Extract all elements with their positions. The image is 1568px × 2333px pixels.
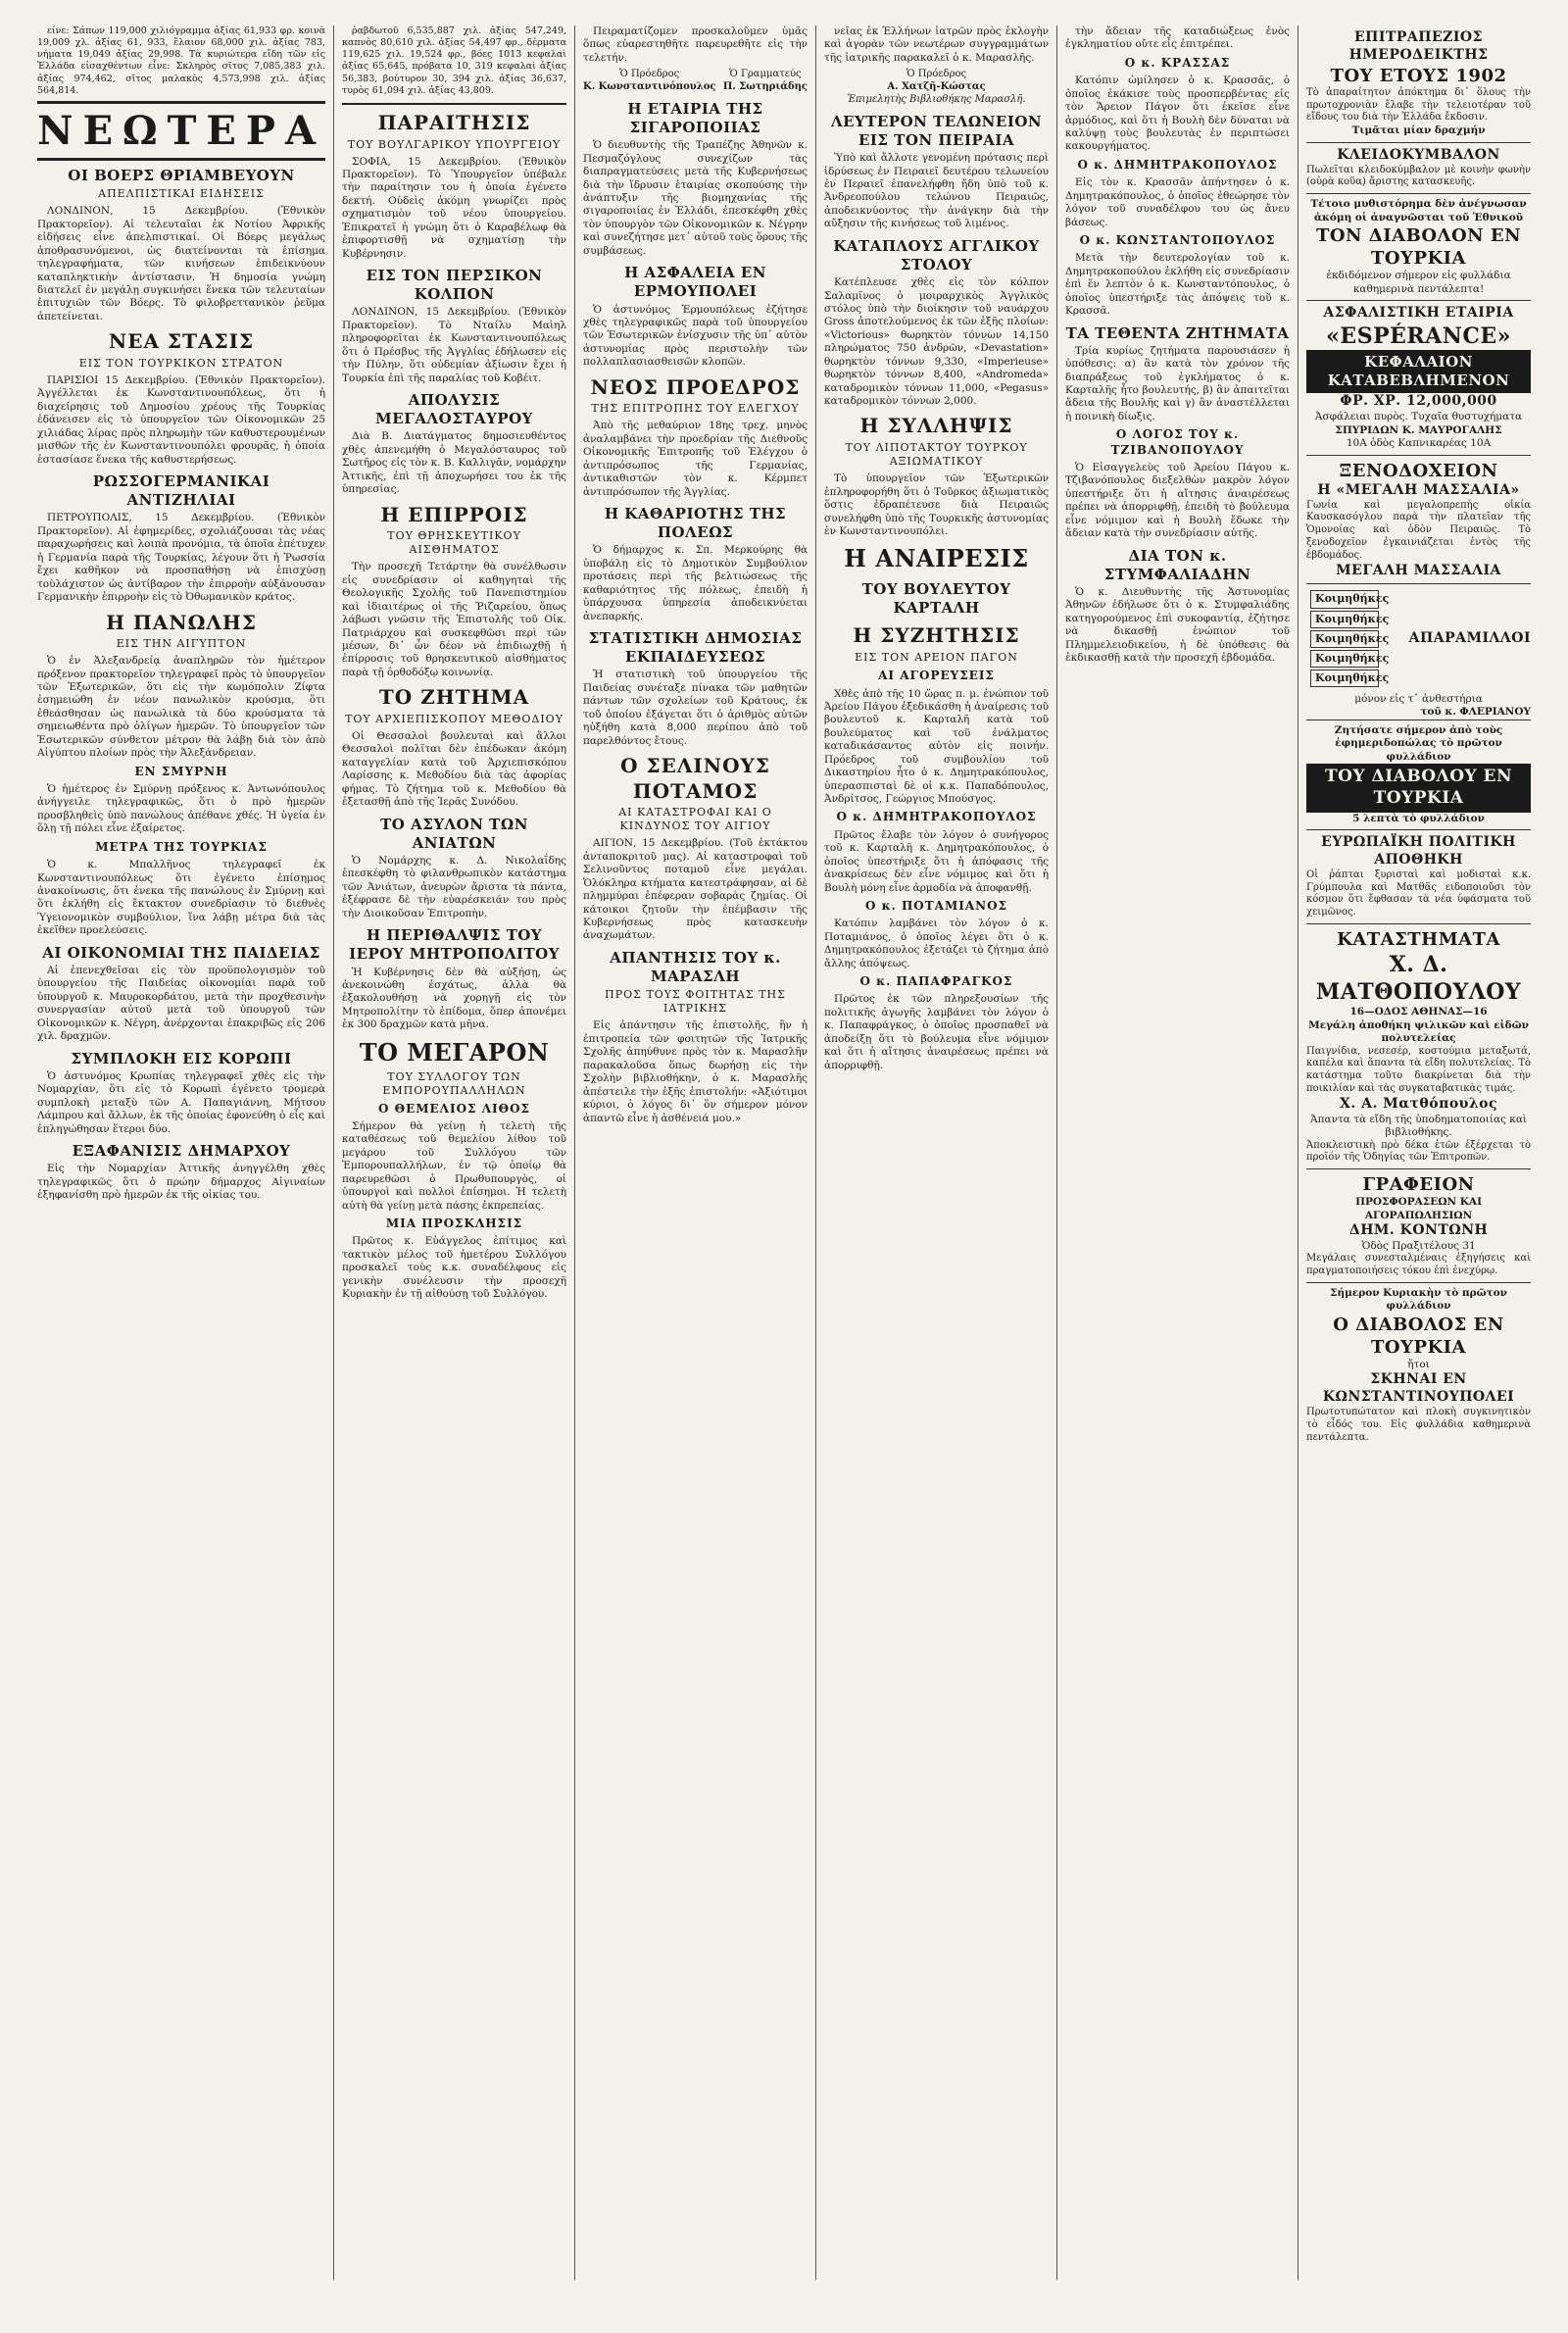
subhead-river: ΑΙ ΚΑΤΑΣΤΡΟΦΑΙ ΚΑΙ Ο ΚΙΝΔΥΝΟΣ ΤΟΥ ΑΙΓΙΟΥ — [618, 806, 772, 833]
article-persia: ΛΟΝΔΙΝΟΝ, 15 Δεκεμβρίου. (Ἐθνικὸν Πρακτορεῖον). Τὸ Νταίλυ Μαὶηλ πληροφορεῖται ἐκ Κωνσταντινουπόλεως ὅτι ὁ Πρέσβυς τῆς Ἀγγλίας ἐδήλωσεν εἰς τὴν Πύλην, ὅτι οὐδεμίαν ἀξίωσιν ἔχει ἡ Τουρκία ἐπὶ τῆς παραλίας τοῦ Κοβέιτ. — [342, 306, 567, 384]
headline-panolis: Η ΠΑΝΩΛΗΣ — [106, 610, 257, 634]
ad-europe-text: Οἱ ῥάπται ξυρισταὶ καὶ μοδισταὶ κ.κ. Γρύμπουλα καὶ Ματθᾶς ειδοποιοῦσι τὸν κόσμον ὅτι ἔφθασαν τὰ νέα ὑφάσματα τοῦ χειμῶνος. — [1306, 869, 1532, 918]
headline-cig: Η ΕΤΑΙΡΙΑ ΤΗΣ ΣΙΓΑΡΟΠΟΙΙΑΣ — [627, 99, 763, 137]
ad-esperance-agent: ΣΠΥΡΙΔΩΝ Κ. ΜΑΥΡΟΓΑΛΗΣ — [1335, 423, 1502, 436]
subhead-boers: ΑΠΕΛΠΙΣΤΙΚΑΙ ΕΙΔΗΣΕΙΣ — [98, 187, 265, 201]
article-krassas: Κατόπιν ὡμίλησεν ὁ κ. Κρασσᾶς, ὁ ὁποῖος ἐκάκισε τοὺς προσπερβέντας εἰς τὸν Ἄρειον Πάγον ὅτι ἐκεῖσε εἶνε ἀρμόδιος, καὶ ὅτι ἡ Βουλὴ δὲν δύναται νὰ καλύψῃ τοὺς βουλευτὰς ἐν περιπτώσει κακουργήματος. — [1065, 74, 1291, 153]
ad-esperance-cap: ΚΕΦΑΛΑΙΟΝ ΚΑΤΑΒΕΒΛΗΜΕΝΟΝ — [1306, 350, 1531, 393]
ad-office-title: ΓΡΑΦΕΙΟΝ — [1362, 1174, 1475, 1196]
ad-piano — [1306, 142, 1531, 194]
headline-students: ΑΠΑΝΤΗΣΙΣ ΤΟΥ κ. ΜΑΡΑΣΛΗ — [610, 948, 781, 986]
ad-final-title2: ΣΚΗΝΑΙ ΕΝ ΚΩΝΣΤΑΝΤΙΝΟΥΠΟΛΕΙ — [1322, 1371, 1515, 1406]
ad-office-name: ΔΗΜ. ΚΟΝΤΩΝΗ — [1348, 1222, 1489, 1239]
headline-asylum: ΤΟ ΑΣΥΛΟΝ ΤΩΝ ΑΝΙΑΤΩΝ — [380, 815, 528, 852]
headline-german: ΡΩΣΣΟΓΕΡΜΑΝΙΚΑΙ ΑΝΤΙΖΗΛΙΑΙ — [92, 472, 270, 510]
sig-right-name: Π. Σωτηριάδης — [722, 81, 808, 93]
article-panolis: Ὁ ἐν Ἀλεξανδρείᾳ ἀναπληρῶν τὸν ἡμέτερον πρόξενον πρακτορεῖον τηλεγραφεῖ πρὸς τὸ ὑπουργεῖον τῶν Ἐξωτερικῶν, ὅτι εἰς τὴν κωμόπολιν Ζίφτα ἐσημειώθη ἐν νέον πανωλικὸν κρούσμα, ὅτι ἐθεάσθησαν ὡς πανωλικὰ τὰ δύο κρούσματα τὰ σημειωθέντα πρὸ ὀλίγων ἡμερῶν. Τὸ ὑπουργεῖον τῶν Ἐσωτερικῶν σύνθετον μέτρον θὰ λάβῃ διὰ τὸν ἀπὸ Αἰγύπτου πλοίων πρὸς τὴν Ἀλεξάνδρειαν. — [37, 655, 326, 760]
ad-diavolos-line: Τέτοιο μυθιστόρημα δὲν ἀνέγνωσαν ἀκόμη οἱ ἀναγνῶσται τοῦ Ἐθνικοῦ — [1310, 198, 1527, 223]
ad-diavolos-title: ΤΟΝ ΔΙΑΒΟΛΟΝ ΕΝ ΤΟΥΡΚΙΑ — [1315, 225, 1522, 270]
headline-relig: Η ΕΠΙΡΡΟΙΣ — [380, 502, 528, 526]
article-metropolis: Ἡ Κυβέρνησις δὲν θὰ αὐξήσῃ, ὡς ἀνεκοινώθη ἐσχάτως, ἀλλὰ θὰ ἐξακολουθήσῃ νὰ χορηγῇ εἰς τὸν Μητροπολίτην τὸ ἐπίδομα, ὅπερ ἀπονέμει ἐκ 300 δραχμῶν κατὰ μῆνα. — [342, 966, 567, 1031]
ad-shop-sig: Χ. Α. Ματθόπουλος — [1339, 1095, 1498, 1112]
article-turkey: Ὁ κ. Μπαλλῆνος τηλεγραφεῖ ἐκ Κωνσταντινουπόλεως ὅτι ἐγένετο ἐπίσημος ἀνακοίνωσις, ὅτι ἐνεκα τῆς πανώλους ἐν Σμύρνῃ καὶ ὅτι ἐκλήθη εἰς ἔκτακτον συνεδρίασιν τὸ διεθνὲς Ὑγειονομικὸν συμβούλιον, ἵνα λάβῃ μέτρα διὰ τὰς ἐκεῖθεν προελεύσεις. — [37, 859, 326, 937]
column-4 — [816, 25, 1057, 2280]
label-papafrag: Ο κ. ΠΑΠΑΦΡΑΓΚΟΣ — [859, 974, 1013, 989]
article-dimitrako: Πρῶτος ἔλαβε τὸν λόγον ὁ συνήγορος τοῦ κ. Καρταλῆ κ. Δημητρακόπουλος, ὁ ὁποῖος ὑπεστήριξε ὅτι ἡ ἀπόφασις τῆς ἀνακρίσεως δὲν εἶνε νόμιμος καὶ ὅτι ἡ Βουλὴ μόνη εἶνε ἁρμοδία νὰ ἀποφανθῇ. — [824, 828, 1050, 894]
headline-megalo: ΑΠΟΛΥΣΙΣ ΜΕΓΑΛΟΣΤΑΥΡΟΥ — [375, 391, 533, 428]
column-3 — [575, 25, 816, 2280]
headline-stat: ΣΤΑΤΙΣΤΙΚΗ ΔΗΜΟΣΙΑΣ ΕΚΠΑΙΔΕΥΣΕΩΣ — [588, 629, 803, 667]
article-papafrag: Πρῶτος ἐκ τῶν πληρεξουσίων τῆς πολιτικῆς ἀγωγῆς λαμβάνει τὸν λόγον ὁ κ. Παπαφράγκος, ὁ ὁποῖος προσπαθεῖ νὰ ἀποδείξῃ ὅτι τὸ βούλευμα εἶνε νόμιμον καὶ ὅτι ἡ αἴτησις ἀναιρέσεως πρέπει νὰ ἀπορριφθῇ. — [824, 993, 1050, 1071]
ad-shop-note: Ἀποκλειστικὴ πρὸ δέκα ἐτῶν ἐξέρχεται τὸ προϊόν τῆς Ὁδηγίας τῶν Ἐπιτροπῶν. — [1306, 1139, 1532, 1164]
column-2 — [334, 25, 575, 2280]
article-students: Εἰς ἀπάντησιν τῆς ἐπιστολῆς, ἣν ἡ ἐπιτροπεία τῶν φοιτητῶν τῆς Ἰατρικῆς Σχολῆς ἀπηύθυνε πρὸς τὸν κ. Μαρασλῆν παρακαλοῦσα ὅπως δωρήσῃ εἰς τὴν Σχολὴν βιβλιοθήκην, ὁ κ. Μαρασλῆς ἀπέστειλε τὴν ἑξῆς ἐπιστολήν: «Ἀξιότιμοι κύριοι, ὁ λόγος δι᾽ ὃν σήμερον μόνον ἀπαντῶ εἶνε ἡ ἀσθένειά μου.» — [583, 1019, 808, 1124]
article-korope: Ὁ ἀστυνόμος Κρωπίας τηλεγραφεῖ χθὲς εἰς τὴν Νομαρχίαν, ὅτι εἰς τὸ Κορωπὶ ἐγένετο τρομερὰ συμπλοκὴ μεταξὺ τῶν Α. Παπαγιάννη, Μήτσου Λάμπρου καὶ ἄλλων, ἐκ τῆς ὁποίας ἐφονεύθη ὁ εἷς καὶ ἐπληγώθησαν ἕτεροι δύο. — [37, 1069, 326, 1135]
ad-zitite-line: Ζητήσατε σήμερον ἀπὸ τοὺς ἐφημεριδοπώλας τὸ πρῶτον φυλλάδιον — [1334, 723, 1503, 763]
sig-right-role: Ὁ Γραμματεύς — [729, 69, 802, 80]
ad-bedrooms-list — [1306, 588, 1409, 688]
ad-hotel-text: Γωνία καὶ μεγαλοπρεπὴς οἰκία Καυσκασόγλου παρὰ τὴν πλατεῖαν τῆς Ὁμονοίας καὶ ὁδὸν Πειραιῶς. Τὸ ξενοδοχεῖον ἐγκαινιάζεται ἐντὸς τῆς ἑβδομάδος. — [1306, 499, 1532, 561]
article-stat: Ἡ στατιστικὴ τοῦ ὑπουργείου τῆς Παιδείας συνέταξε πίνακα τῶν μαθητῶν πάντων τῶν σχολείων τοῦ Κράτους, ἐκ τοῦ ὁποίου ἐξάγεται ὅτι ὁ ἀριθμὸς αὐτῶν ηὐξήθη κατὰ 8,000 περίπου ἀπὸ τοῦ παρελθόντος ἔτους. — [583, 669, 808, 747]
ad-bedroom-item: Κοιμηθήκες — [1310, 670, 1379, 687]
ad-calendar-year: ΤΟΥ ΕΤΟΥΣ 1902 — [1330, 65, 1507, 86]
ad-esperance-text: Ἀσφάλειαι πυρὸς. Τυχαῖα θυστυχήματα — [1314, 411, 1523, 423]
headline-piraeus: ΛΕΥΤΕΡΟΝ ΤΕΛΩΝΕΙΟΝ ΕΙΣ ΤΟΝ ΠΕΙΡΑΙΑ — [830, 112, 1043, 149]
ad-diavolos-sub: ἐκδιδόμενον σήμερον εἰς φυλλάδια καθημερινὰ πεντάλεπτα! — [1326, 270, 1511, 295]
subhead-megaron: ΤΟΥ ΣΥΛΛΟΓΟΥ ΤΩΝ ΕΜΠΟΡΟΥΠΑΛΛΗΛΩΝ — [382, 1069, 526, 1097]
ad-final-title: Ο ΔΙΑΒΟΛΟΣ ΕΝ ΤΟΥΡΚΙΑ — [1333, 1314, 1504, 1358]
headline-dimarchoi: ΕΞΑΦΑΝΙΣΙΣ ΔΗΜΑΡΧΟΥ — [72, 1141, 291, 1160]
article-clean: Ὁ δήμαρχος κ. Σπ. Μερκούρης θὰ ὑποβάλῃ εἰς τὸ Δημοτικὸν Συμβούλιον προτάσεις περὶ τῆς βελτιώσεως τῆς καθαριότητος τῆς πόλεως, ἐπειδὴ ἡ ὑπάρχουσα ὑπηρεσία ἀποδεικνύεται ἀνεπαρκής. — [583, 544, 808, 622]
article-boers: ΛΟΝΔΙΝΟΝ, 15 Δεκεμβρίου. (Ἐθνικὸν Πρακτορεῖον). Αἱ τελευταῖαι ἐκ Νοτίου Ἀφρικῆς εἰδήσεις εἶνε ἀπελπιστικαί. Οἱ Βόερς μεγάλως ἀποθρασυνόμενοι, ὡς διατείνονται τὰ ἐπίσημα τηλεγραφήματα, τῶν κινήσεων ἐπιδεικνύουν καταπληκτικὴν ἀντίστασιν. Ἡ δημοσία γνώμη διατελεῖ ἐν μεγάλῃ συγκινήσει ἕνεκα τῶν τελευταίων ἐπιτυχιῶν τῶν Βόερς. Τὸ φιλοβρεττανικὸν ῥεῦμα ἀπετείνεται. — [37, 205, 326, 323]
ad-final-sub: ἤτοι — [1407, 1358, 1430, 1370]
subhead-stasis: ΕΙΣ ΤΟΝ ΤΟΥΡΚΙΚΟΝ ΣΤΡΑΤΟΝ — [78, 356, 284, 370]
ad-europe-title: ΕΥΡΩΠΑΪΚΗ ΠΟΛΙΤΙΚΗ ΑΠΟΘΗΚΗ — [1321, 833, 1516, 868]
ad-bedrooms — [1306, 583, 1531, 692]
ad-shop-title: Χ. Δ. ΜΑΤΘΟΠΟΥΛΟΥ — [1315, 952, 1522, 1006]
label-kartalis: ΑΙ ΑΓΟΡΕΥΣΕΙΣ — [878, 669, 995, 683]
headline-paideia: ΑΙ ΟΙΚΟΝΟΜΙΑΙ ΤΗΣ ΠΑΙΔΕΙΑΣ — [42, 943, 320, 962]
sig-col4-role: Ὁ Πρόεδρος — [906, 69, 967, 80]
ad-shop — [1306, 923, 1531, 1168]
ad-bedrooms-sig: τοῦ κ. ΦΛΕΡΙΑΝΟΥ — [1420, 706, 1532, 719]
subhead-zitima: ΤΟΥ ΑΡΧΙΕΠΙΣΚΟΠΟΥ ΜΕΘΟΔΙΟΥ — [345, 712, 564, 725]
headline-boers: ΟΙ ΒΟΕΡΣ ΘΡΙΑΜΒΕΥΟΥΝ — [68, 167, 295, 185]
ad-hotel-title: Η «ΜΕΓΑΛΗ ΜΑΣΣΑΛΙΑ» — [1317, 481, 1520, 498]
subhead-students: ΠΡΟΣ ΤΟΥΣ ΦΟΙΤΗΤΑΣ ΤΗΣ ΙΑΤΡΙΚΗΣ — [605, 988, 786, 1016]
subhead-panolis: ΕΙΣ ΤΗΝ ΑΙΓΥΠΤΟΝ — [116, 637, 247, 651]
subhead-kartalis: ΤΟΥ ΒΟΥΛΕΥΤΟΥ ΚΑΡΤΑΛΗ — [861, 580, 1011, 618]
ad-office-addr: Ὁδὸς Πραξιτέλους 31 — [1361, 1240, 1476, 1253]
ad-zitite — [1306, 720, 1531, 829]
article-megaron: Σήμερον θὰ γείνῃ ἡ τελετὴ τῆς καταθέσεως τοῦ θεμελίου λίθου τοῦ μεγάρου τοῦ Συλλόγου τῶν Ἐμπορουπαλλήλων, ἐν τῷ ὁποίῳ θὰ παρευρεθῶσι ὁ Πρωθυπουργὸς, οἱ ὑπουργοὶ καὶ πολλοὶ ἐπίσημοι. Ἡ τελετὴ αὐτὴ θὰ γείνῃ μετὰ πάσης ἐκπρεπείας. — [342, 1120, 567, 1212]
ad-esperance — [1306, 300, 1531, 455]
ad-final-text: Πρωτοτυπώτατον καὶ πλοκὴ συγκινητικὸν τὸ εἶδός του. Εἰς φυλλάδια καθημερινὰ πεντάλεπτα. — [1306, 1407, 1532, 1443]
headline-stymf: ΔΙΑ ΤΟΝ κ. ΣΤΥΜΦΑΛΙΑΔΗΝ — [1103, 546, 1251, 583]
headline-clean: Η ΚΑΘΑΡΙΟΤΗΣ ΤΗΣ ΠΟΛΕΩΣ — [604, 505, 787, 542]
ad-shop-text: Παιγνίδια, νεσεσέρ, κοστούμια μεταξωτά, καπέλα καὶ ἅπαντα τὰ εἴδη πολυτελείας. Τὸ κατάστημα τοῦτο διακρίνεται διὰ τὴν ποικιλίαν καὶ τὰς συγκαταβατικὰς τιμάς. — [1306, 1045, 1532, 1095]
ad-bedroom-item: Κοιμηθήκες — [1310, 630, 1379, 648]
sig-left-role: Ὁ Πρόεδρος — [619, 69, 680, 80]
newspaper-page — [29, 25, 1539, 2280]
ad-shop-sub: Μεγάλη ἀποθήκη ψιλικῶν καὶ εἰδῶν πολυτελείας — [1308, 1018, 1529, 1045]
article-smyrna: Ὁ ἡμέτερος ἐν Σμύρνῃ πρόξενος κ. Ἀντωνόπουλος ἀνήγγειλε τηλεγραφικῶς, ὅτι ὁ πρὸ ἡμερῶν προσβληθεὶς ὑπὸ πανώλους ἀπέθανε χθές. Ἡ ὑγεία ἐν ὅλῃ τῇ πόλει εἶνε ἐξαίρετος. — [37, 783, 326, 835]
ad-calendar-price: Τιμᾶται μίαν δραχμήν — [1351, 124, 1486, 137]
article-zitima: Οἱ Θεσσαλοὶ βουλευταὶ καὶ ἄλλοι Θεσσαλοὶ πολῖται δὲν ἐπέδωκαν ἀκόμη καταγγελίαν κατὰ τοῦ Ἀρχιεπισκόπου Λαρίσσης κ. Μεθοδίου διὰ τὰς ἀφορίας φήμας. Τὸ ζήτημα τοῦ κ. Μεθοδίου θὰ ἐξετασθῇ ἀπὸ τῆς Ἱερᾶς Συνόδου. — [342, 730, 567, 809]
article-top-col3: Πειραματίζομεν προσκαλοῦμεν ὑμᾶς ὅπως εὐαρεστηθῆτε παρευρεθῆτε εἰς τὴν τελετήν. — [583, 25, 808, 64]
article-piraeus: Ὑπὸ καὶ ἄλλοτε γενομένη πρότασις περὶ ἱδρύσεως ἐν Πειραιεῖ δευτέρου τελωνείου ἐν Περαιεῖ ἐπανελήφθη ἤδη ὑπὸ τοῦ κ. Ἀνδρεοπούλου τελώνου Πειραιῶς, ἀποδεικνύοντος τὴν ἀνάγκην διὰ τὴν αὔξησιν τῆς κινήσεως τοῦ λιμένος. — [824, 152, 1050, 230]
article-relig: Τὴν προσεχῆ Τετάρτην θὰ συνέλθωσιν εἰς συνεδρίασιν οἱ καθηγηταὶ τῆς Θεολογικῆς Σχολῆς τοῦ Πανεπιστημίου καὶ ἰδιαιτέρως οἱ τῆς Ῥιζαρείου, ὅπως λάβωσι γνῶσιν τῆς Ἐπιστολῆς τοῦ Οἰκ. Πατριάρχου καὶ συσκεφθῶσι περὶ τῶν μέσων, δι᾽ ὧν δέον νὰ ἐπιδιωχθῇ ἡ ἐπίρροσις τοῦ θρησκευτικοῦ αἰσθήματος παρὰ τῇ ὀρθοδόξῳ κοινωνίᾳ. — [342, 561, 567, 678]
ad-esperance-amount: ΦΡ. ΧΡ. 12,000,000 — [1340, 393, 1497, 410]
ad-office-text: Μεγάλαις συνεσταλμέναις ἐξηγήσεις καὶ πραγματοποιήσεις τόκου ἐπὶ ἐνεχύρῳ. — [1306, 1253, 1532, 1277]
sig-left-name: Κ. Κωνσταντινόπουλος — [583, 81, 716, 93]
label-dimitrako: Ο κ. ΔΗΜΗΤΡΑΚΟΠΟΥΛΟΣ — [836, 810, 1037, 824]
ad-final — [1306, 1282, 1531, 1449]
subhead-kartalis-3: ΕΙΣ ΤΟΝ ΑΡΕΙΟΝ ΠΑΓΟΝ — [855, 651, 1018, 665]
ad-esperance-label: ΑΣΦΑΛΙΣΤΙΚΗ ΕΤΑΙΡΙΑ — [1323, 304, 1514, 321]
ad-shop-label: ΚΑΤΑΣΤΗΜΑΤΑ — [1337, 928, 1500, 950]
article-cig: Ὁ διευθυντὴς τῆς Τραπέζης Ἀθηνῶν κ. Πεσμαζόγλους συνεχίζων τὰς διαπραγματεύσεις μετὰ τῆς Κυβερνήσεως διὰ τὴν ἵδρυσιν ἑταιρίας σκοπούσης τὴν ἀνάπτυξιν τῆς βιομηχανίας τῆς σιγαροποιίας ἐν Ἑλλάδι, ἐπεσκέφθη χθὲς τὸν ὑπουργὸν τῶν Οἰκονομικῶν κ. Νέγρην καὶ συνεζήτησε μετ᾽ αὐτοῦ τοὺς ὅρους τῆς συμβάσεως. — [583, 139, 808, 257]
ad-hotel — [1306, 455, 1531, 584]
article-german: ΠΕΤΡΟΥΠΟΛΙΣ, 15 Δεκεμβρίου. (Ἐθνικὸν Πρακτορεῖον). Αἱ ἐφημερίδες, σχολιάζουσαι τὰς νέας παραχωρήσεις καὶ λοιπὰ προνόμια, τὰ ὁποῖα ἐπέτυχεν ἡ Γερμανία παρὰ τῆς Τουρκίας, λέγουν ὅτι ἡ Ῥωσσία ἔχει καθῆκον νὰ προσπαθήσῃ νὰ ἐπισχύσῃ τοὺλάχιστον ὡς ἀντίβαρον τὴν ἐπιρροὴν αὐξάνουσαν Γερμανικὴν ἐπιρροὴν εἰς τὸ Ὀθωμανικὸν κράτος. — [37, 512, 326, 604]
ad-piano-title: ΚΛΕΙΔΟΚΥΜΒΑΛΟΝ — [1337, 146, 1500, 163]
article-potamianos: Κατόπιν λαμβάνει τὸν λόγον ὁ κ. Ποταμιάνος, ὁ ὁποῖος λέγει ὅτι ὁ κ. Δημητρακόπουλος ἐξετάζει τὸ ζήτημα ἀπὸ ἄλλης ἀπόψεως. — [824, 918, 1050, 969]
ad-calendar-text: Τὸ ἀπαραίτητον ἀπόκτημα δι᾽ ὅλους τὴν πρωτοχρονιὰν ἔλαβε τὴν τελειοτέραν τοῦ εἴδους του διὰ τὴν Ἑλλάδα ἔκδοσιν. — [1306, 86, 1532, 124]
signature-col4 — [824, 69, 1049, 106]
ad-hotel-label: ΞΕΝΟΔΟΧΕΙΟΝ — [1339, 460, 1498, 481]
subhead-kartalis-2: Η ΣΥΖΗΤΗΣΙΣ — [853, 623, 1020, 648]
headline-persia: ΕΙΣ ΤΟΝ ΠΕΡΣΙΚΟΝ ΚΟΛΠΟΝ — [366, 267, 543, 304]
subhead-arrest: ΤΟΥ ΛΙΠΟΤΑΚΤΟΥ ΤΟΥΡΚΟΥ ΑΞΙΩΜΑΤΙΚΟΥ — [845, 441, 1028, 469]
ad-bedrooms-badge: ΑΠΑΡΑΜΙΛΛΟΙ — [1408, 629, 1532, 646]
article-tel: Τρία κυρίως ζητήματα παρουσιάσεν ἡ ὑπόθεσις: α) ἂν κατὰ τὸν χρόνον τῆς διαπράξεως τοῦ ἐγκλήματος ὁ κ. Καρταλῆς ἦτο βουλευτής, β) ἂν ἀπαιτεῖται ἄδεια τῆς Βουλῆς καὶ γ) ἂν ἀναστέλλεται ἡ ποινικὴ δίωξις. — [1065, 344, 1291, 422]
headline-zitima: ΤΟ ΖΗΤΗΜΑ — [378, 685, 530, 710]
article-resign: ΣΟΦΙΑ, 15 Δεκεμβρίου. (Ἐθνικὸν Πρακτορεῖον). Τὸ Ὑπουργεῖον ὑπέβαλε τὴν παραίτησιν του ἡ ὁποία ἐγένετο δεκτή. Οὐδεὶς ἀκόμη γνωρίζει πρὸς σχηματισμὸν τοῦ νέου ὑπουργείου. Ἐπικρατεῖ ἡ γνώμη ὅτι ὁ Καραβέλωφ θὰ ἐπιφορτισθῇ νὰ σχηματίσῃ τὴν Κυβέρνησιν. — [342, 155, 567, 260]
ad-bedroom-item: Κοιμηθήκες — [1310, 650, 1379, 668]
label-potamianos: Ο κ. ΠΟΤΑΜΙΑΝΟΣ — [864, 899, 1008, 913]
headline-stasis: ΝΕΑ ΣΤΑΣΙΣ — [108, 329, 255, 354]
article-arrest: Τὸ ὑπουργεῖον τῶν Ἐξωτερικῶν ἐπληροφορήθη ὅτι ὁ Τοῦρκος ἀξιωματικὸς ὅστις ἐδραπέτευσε διὰ Πειραιῶς συνελήφθη ὑπὸ τῆς Τουρκικῆς ἀστυνομίας ἐν Κωνσταντινουπόλει. — [824, 472, 1050, 537]
article-dim2: Εἰς τὸν κ. Κρασσᾶν ἀπήντησεν ὁ κ. Δημητρακόπουλος, ὁ ὁποῖος ἐθεώρησε τὸν λόγον τοῦ συναδέλφου του ὡς ἄνευ βάσεως. — [1065, 176, 1291, 228]
subhead-resign: ΤΟΥ ΒΟΥΛΓΑΡΙΚΟΥ ΥΠΟΥΡΓΕΙΟΥ — [347, 137, 562, 151]
headline-korope: ΣΥΜΠΛΟΚΗ ΕΙΣ ΚΟΡΩΠΙ — [71, 1049, 292, 1067]
label-megaron: Ο ΘΕΜΕΛΙΟΣ ΛΙΘΟΣ — [378, 1101, 531, 1116]
label-turkey: ΜΕΤΡΑ ΤΗΣ ΤΟΥΡΚΙΑΣ — [95, 839, 268, 854]
article-stasis: ΠΑΡΙΣΙΟΙ 15 Δεκεμβρίου. (Ἐθνικὸν Πρακτορεῖον). Ἀγγέλλεται ἐκ Κωνσταντινουπόλεως, ὅτι ἡ διαχείρησις τοῦ Δημοσίου χρέους τῆς Τουρκίας ἐδάνεισεν εἰς τὸ ὑπουργεῖον τῶν Οἰκονομικῶν 25 χιλιάδας λίρας πρὸς πληρωμὴν τῶν καθυστερουμένων μισθῶν τῆς ἐν Κωνσταντινουπόλει φρουρᾶς, ἡ ὁποία ἐστασίασε ἕνεκα τῆς καθυστερήσεως. — [37, 374, 326, 466]
article-kartalis: Χθὲς ἀπὸ τῆς 10 ὥρας π. μ. ἐνώπιον τοῦ Ἀρείου Πάγου ἐξεδικάσθη ἡ ἀναίρεσις τοῦ βουλευτοῦ κ. Καρταλῆ κατὰ τοῦ βουλεύματος καὶ τοῦ ἐνάλματος καταδικάσαντος αὐτὸν εἰς ποινήν. Πρόεδρος τοῦ συμβουλίου τοῦ Δικαστηρίου ἦτο ὁ κ. Δημητρακόπουλος, ὑπερασπισταὶ δὲ οἱ κ.κ. Παπαδόπουλος, Ἀνδρίτσος, Γεώργιος Μπούσγος. — [824, 687, 1050, 806]
label-dim2: Ο κ. ΔΗΜΗΤΡΑΚΟΠΟΥΛΟΣ — [1077, 157, 1278, 172]
ad-zitite-price: 5 λεπτὰ τὸ φυλλάδιον — [1352, 812, 1485, 824]
subhead-neos: ΤΗΣ ΕΠΙΤΡΟΠΗΣ ΤΟΥ ΕΛΕΓΧΟΥ — [591, 402, 800, 416]
subhead-relig: ΤΟΥ ΘΡΗΣΚΕΥΤΙΚΟΥ ΑΙΣΘΗΜΑΤΟΣ — [387, 529, 521, 557]
ad-hotel-title2: ΜΕΓΑΛΗ ΜΑΣΣΑΛΙΑ — [1336, 562, 1501, 578]
signatures — [583, 69, 808, 94]
ad-shop-sig-sub: Ἀπαντα τὰ εἴδη τῆς ὑποδηματοποιίας καὶ βιβλιοθήκης. — [1310, 1113, 1528, 1139]
article-invite: Πρῶτος κ. Εὐάγγελος ἐπίτιμος καὶ τακτικὸν μέλος τοῦ ἡμετέρου Συλλόγου προσκαλεῖ τοὺς κ.κ. συναδέλφους εἰς γενικὴν συνέλευσιν τὴν προσεχῆ Κυριακὴν ἐν τῇ αἰθούσῃ τοῦ Συλλόγου. — [342, 1235, 567, 1301]
article-paideia: Αἱ ἐπενεχθεῖσαι εἰς τὸν προϋπολογισμὸν τοῦ ὑπουργείου τῆς Παιδείας οἰκονομίαι παρὰ τοῦ ὑπουργοῦ κ. Μαυροκορδάτου, μετὰ τὴν προχθεσινὴν συνεργασίαν αὐτοῦ μετὰ τοῦ ὑπουργοῦ τῶν Οἰκονομικῶν κ. Νέγρη, ἀνέρχονται ἐπακριβῶς εἰς 206 χιλ. δραχμῶν. — [37, 964, 326, 1043]
headline-tel: ΤΑ ΤΕΘΕΝΤΑ ΖΗΤΗΜΑΤΑ — [1065, 323, 1290, 342]
headline-hermoupolis: Η ΑΣΦΑΛΕΙΑ ΕΝ ΕΡΜΟΥΠΟΛΕΙ — [624, 264, 766, 301]
headline-neos: ΝΕΟΣ ΠΡΟΕΔΡΟΣ — [590, 374, 801, 399]
ad-esperance-title: «ESPÉRANCE» — [1326, 323, 1511, 349]
article-tzivan: Ὁ Εἰσαγγελεὺς τοῦ Ἀρείου Πάγου κ. Τζιβανόπουλος διεξελθὼν μακρὸν λόγον ὑπεστήριξε ὅτι ἡ αἴτησις ἀναιρέσεως πρέπει νὰ ἀπορριφθῇ, ἐπειδὴ τὸ βούλευμα εἶνε νόμιμον καὶ ἡ Βουλὴ ἔδωκε τὴν ἄδειαν κατὰ τὴν συνεδρίασιν αὐτῆς. — [1065, 462, 1291, 540]
article-ships: Κατέπλευσε χθὲς εἰς τὸν κόλπον Σαλαμῖνος ὁ μοιραρχικὸς Ἀγγλικὸς στόλος ὑπὸ τὴν διοίκησιν τοῦ ναυάρχου Gross ἀποτελούμενος ἐκ τῶν ἑξῆς πλοίων: «Victorious» θωρηκτὸν τόννων 14,150 πληρώματος 750 ἀνδρῶν, «Devastation» θωρηκτὸν τόννων 9,330, «Imperieuse» θωρηκτὸν τόννων 8,400, «Andromeda» καταδρομικὸν τόννων 11,000, «Pegasus» καταδρομικὸν τόννων 2,000. — [824, 276, 1050, 408]
ad-bedroom-item: Κοιμηθήκες — [1310, 611, 1379, 628]
article-top-col5: τὴν ἄδειαν τῆς καταδιώξεως ἑνὸς ἐγκληματίου οὔτε εἶς ἐπιτρέπει. — [1065, 25, 1291, 51]
column-ads — [1298, 25, 1539, 2280]
article-stymf: Ὁ κ. Διευθυντὴς τῆς Ἀστυνομίας Ἀθηνῶν ἐδήλωσε ὅτι ὁ κ. Στυμφαλιάδης κατηγορούμενος ἐπὶ συκοφαντίᾳ, ἐζήτησε νὰ δικασθῇ ἐνώπιον τοῦ Πλημμελειοδικείου, ἡ δὲ ὑπόθεσις θὰ ἐκδικασθῇ κατὰ τὴν προσεχῆ ἑβδομάδα. — [1065, 586, 1291, 665]
headline-metropolis: Η ΠΕΡΙΘΑΛΨΙΣ ΤΟΥ ΙΕΡΟΥ ΜΗΤΡΟΠΟΛΙΤΟΥ — [349, 926, 560, 964]
label-konst: Ο κ. ΚΩΝΣΤΑΝΤΟΠΟΥΛΟΣ — [1079, 232, 1276, 247]
sig-col4-name: Α. Χατζῆ-Κώστας — [887, 81, 986, 93]
headline-ships: ΚΑΤΑΠΛΟΥΣ ΑΓΓΛΙΚΟΥ ΣΤΟΛΟΥ — [833, 236, 1040, 273]
sig-col4-desc: Ἐπιμελητὴς Βιβλιοθήκης Μαρασλῆ. — [847, 93, 1026, 105]
section-masthead: ΝΕΩΤΕΡΑ — [37, 101, 325, 161]
column-5 — [1057, 25, 1298, 2280]
ad-esperance-addr: 10Α ὁδὸς Καπνικαρέας 10Α — [1346, 437, 1492, 450]
market-report-cont: ῥαβδωτοῦ 6,535,887 χιλ. ἀξίας 547,249, καπνὸς 80,610 χιλ. ἀξίας 54,497 φρ., δέρματα 119,625 χιλ. 19,524 φρ., βόες 1013 κεφαλαὶ ἀξίας 65,645, πρόβατα 10, 319 κεφαλαὶ ἀξίας 56,383, βούτυρον 30, 394 χιλ. ἀξίας 36,637, τυρὸς 61,094 χιλ. ἀξίας 43,809. — [342, 25, 567, 96]
headline-resign: ΠΑΡΑΙΤΗΣΙΣ — [377, 110, 531, 134]
ad-calendar-title: ΕΠΙΤΡΑΠΕΖΙΟΣ ΗΜΕΡΟΔΕΙΚΤΗΣ — [1348, 29, 1489, 63]
ad-zitite-title: ΤΟΥ ΔΙΑΒΟΛΟΥ ΕΝ ΤΟΥΡΚΙΑ — [1306, 764, 1531, 813]
headline-river: Ο ΣΕΛΙΝΟΥΣ ΠΟΤΑΜΟΣ — [620, 754, 770, 803]
ad-piano-text: Πωλεῖται κλειδοκύμβαλον μὲ κοινὴν φωνὴν (οὐρὰ κοῦα) ἄριστης κατασκευῆς. — [1306, 164, 1532, 188]
ad-final-line: Σήμερον Κυριακὴν τὸ πρῶτον φυλλάδιον — [1330, 1287, 1507, 1313]
ad-diavolos — [1306, 193, 1531, 300]
ad-bedrooms-caption: μόνον εἰς τ᾽ ἀνθεστήρια — [1354, 692, 1483, 705]
headline-megaron: ΤΟ ΜΕΓΑΡΟΝ — [359, 1037, 550, 1067]
article-dimarchoi: Εἰς τὴν Νομαρχίαν Ἀττικῆς ἀνηγγέλθη χθὲς τηλεγραφικῶς ὅτι ὁ πρώην δήμαρχος Αἰγιναίων ἐξηφανίσθη πρὸ ἡμερῶν ἐκ τῆς οἰκίας του. — [37, 1163, 326, 1202]
label-invite: ΜΙΑ ΠΡΟΣΚΛΗΣΙΣ — [385, 1216, 523, 1231]
article-hermoupolis: Ὁ ἀστυνόμος Ἑρμουπόλεως ἐζήτησε χθὲς τηλεγραφικῶς παρὰ τοῦ ὑπουργείου τῶν Ἐσωτερικῶν ἐνίσχυσιν τῆς ὑπ᾽ αὐτὸν ἀστυνομίας πρὸς περιστολὴν τῶν πολλαπλασιασθεισῶν κλοπῶν. — [583, 303, 808, 369]
article-top-col4: νεῖας ἐκ Ἑλλήνων ἰατρῶν πρὸς ἐκλογὴν καὶ ἀγορὰν τῶν νεωτέρων συγγραμμάτων τῆς ἰατρικῆς παρακαλεῖ ὁ κ. Μαρασλῆς. — [824, 25, 1050, 64]
ad-europe — [1306, 829, 1531, 923]
article-konst: Μετὰ τὴν δευτερολογίαν τοῦ κ. Δημητρακοπούλου ἐκλήθη εἰς συνεδρίασιν ἐπὶ ἕν λεπτὸν ὁ κ. Κωνσταντόπουλος, ὁ ὁποῖος ὑπεστήριξε τὰς ἀπόψεις τοῦ κ. Κρασσᾶ. — [1065, 252, 1291, 318]
column-1 — [29, 25, 334, 2280]
article-river: ΑΙΓΙΟΝ, 15 Δεκεμβρίου. (Τοῦ ἐκτάκτου ἀνταποκριτοῦ μας). Αἱ καταστροφαὶ τοῦ Σελινοῦντος ποταμοῦ εἶνε μεγάλαι. Ὁλόκληρα κτήματα κατεστράφησαν, αἱ δὲ πλημμύραι ἐπέφεραν σοβαρὰς ζημίας. Οἱ κάτοικοι ζητοῦν τὴν ἐπέμβασιν τῆς Κυβερνήσεως πρὸς κατασκευὴν ἀναχωμάτων. — [583, 837, 808, 942]
ad-office-sub: ΠΡΟΣΦΟΡΑΣΕΩΝ ΚΑΙ ΑΓΟΡΑΠΩΛΗΣΙΩΝ — [1355, 1196, 1482, 1221]
label-tzivan: Ο ΛΟΓΟΣ ΤΟΥ κ. ΤΖΙΒΑΝΟΠΟΥΛΟΥ — [1110, 427, 1245, 457]
ad-bedroom-item: Κοιμηθήκες — [1310, 590, 1379, 608]
article-neos: Ἀπὸ τῆς μεθαύριον 18ης τρεχ. μηνὸς ἀναλαμβάνει τὴν προεδρίαν τῆς Διεθνοῦς Οἰκονομικῆς Ἐπιτροπῆς τοῦ Ἐλέγχου ὁ ἀντιπρόσωπος τῆς Γερμανίας, ἀντικαθιστῶν τὸν κ. Κέρμπετ ἀντιπρόσωπον τῆς Ἀγγλίας. — [583, 420, 808, 498]
headline-arrest: Η ΣΥΛΛΗΨΙΣ — [859, 414, 1013, 438]
article-asylum: Ὁ Νομάρχης κ. Δ. Νικολαΐδης ἐπεσκέφθη τὸ φιλανθρωπικὸν κατάστημα τῶν Ἀνιάτων, ἀνευρὼν ἄριστα τὰ πάντα, ἐξέφρασε δὲ τὴν εὐαρέσκειάν του πρὸς τὴν Διοικοῦσαν Ἐπιτροπὴν. — [342, 855, 567, 919]
ad-calendar — [1306, 25, 1531, 142]
ad-shop-addr: 16—ΟΔΟΣ ΑΘΗΝΑΣ—16 — [1349, 1006, 1488, 1018]
headline-kartalis: Η ΑΝΑΙΡΕΣΙΣ — [844, 544, 1029, 573]
market-report: είνε: Σάπων 119,000 χιλιόγραμμα ἀξίας 61,933 φρ. κοινὰ 19,009 χλ. ἀξίας 61, 933, ἔλαιον 68,000 χιλ. ἀξίας 783, νήματα 19,049 ἀξίας 29,998. Τὰ κυριώτερα εἴδη τῶν εἰς Ἑλλάδα εἰσαχθέντων εἶνε: Σκληρὸς σῖτος 7,085,383 χιλ. ἀξίας 974,462, σῖτος μαλακὸς 4,573,998 χιλ. ἀξίας 564,814. — [37, 25, 326, 96]
label-krassas: Ο κ. ΚΡΑΣΣΑΣ — [1124, 55, 1231, 70]
ad-office — [1306, 1168, 1531, 1282]
label-smyrna: ΕΝ ΣΜΥΡΝΗ — [134, 764, 228, 778]
article-megalo: Διὰ Β. Διατάγματος δημοσιευθέντος χθὲς ἀπενεμήθη ὁ Μεγαλόσταυρος τοῦ Σωτῆρος εἰς τὸν κ. Β. Καλλιγᾶν, νομάρχην Ἀττικῆς, ἐπὶ τῇ ἀποχωρήσει του ἐκ τῆς ὑπηρεσίας. — [342, 430, 567, 496]
